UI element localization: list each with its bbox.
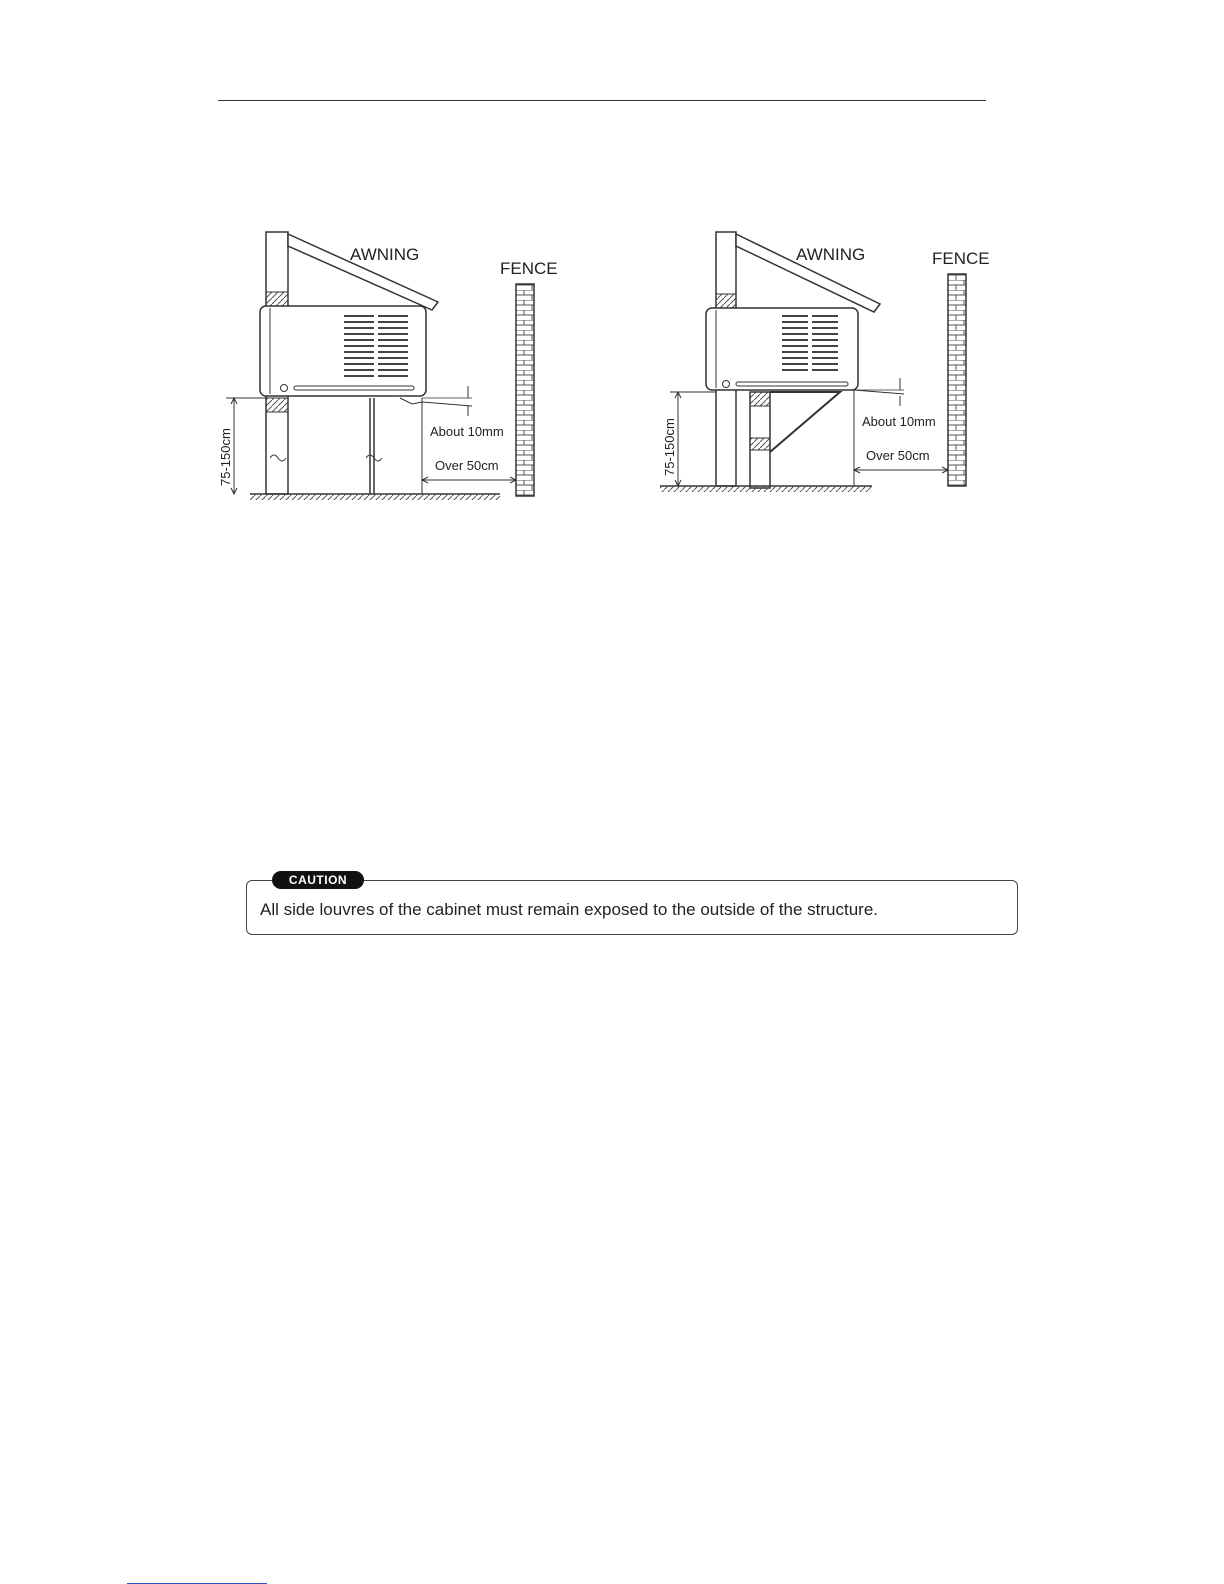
drain-spout [400,398,422,404]
tilt-line [854,390,904,394]
awning-label: AWNING [796,245,866,264]
fence-wall [516,284,534,496]
clearance-label: Over 50cm [435,458,499,473]
bracket-diagram-svg [640,220,1010,510]
bracket-anchor [750,438,770,450]
wall-seal-top [266,292,288,306]
stand-diagram-svg [200,220,580,510]
wall-seal-top [716,294,736,308]
wall-seal-bottom [750,392,770,406]
awning-label: AWNING [350,245,420,264]
tilt-line [422,402,472,406]
height-label: 75-150cm [218,428,233,486]
header-rule [218,100,986,101]
fence-label: FENCE [932,249,990,268]
ground-hatch [250,494,500,500]
wall-seal-bottom [266,398,288,412]
gap-label: About 10mm [430,424,504,439]
caution-text: All side louvres of the cabinet must remain exposed to the outside of the structure. [260,900,879,919]
gap-label: About 10mm [862,414,936,429]
ground-hatch [660,486,872,492]
ac-unit-body [706,308,858,390]
caution-badge: CAUTION [272,871,364,889]
fence-wall [948,274,966,486]
wall-bracket [770,392,840,452]
fence-label: FENCE [500,259,558,278]
installation-diagram-stand [200,220,580,515]
clearance-label: Over 50cm [866,448,930,463]
installation-diagram-bracket [640,220,1010,515]
height-label: 75-150cm [662,418,677,476]
